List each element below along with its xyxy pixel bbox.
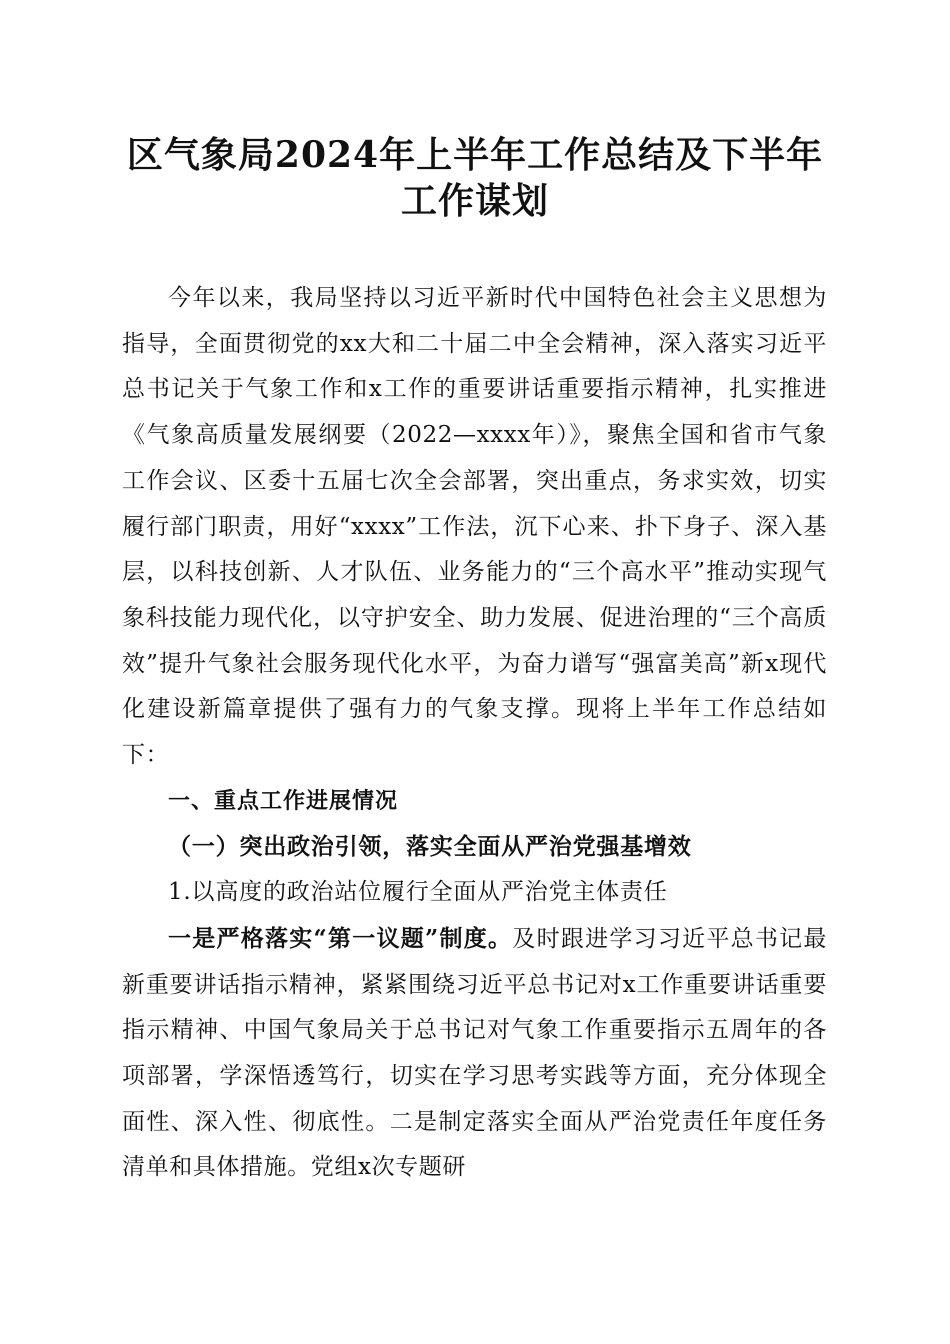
document-title: 区气象局2024年上半年工作总结及下半年工作谋划 xyxy=(126,134,824,222)
item-heading-1: 1.以高度的政治站位履行全面从严治党主体责任 xyxy=(168,879,668,906)
item-1-lead: 一是严格落实“第一议题”制度。 xyxy=(168,924,513,952)
section-heading-1: 一、重点工作进展情况 xyxy=(168,788,399,814)
item-1-paragraph xyxy=(122,916,827,1191)
intro-paragraph: 今年以来，我局坚持以习近平新时代中国特色社会主义思想为指导，全面贯彻党的xx大和二十届二中全会精神，深入落实习近平总书记关于气象工作和x工作的重要讲话重要指示精神，扎实推进《气象高质量发展纲要（2022—xxxx年）》，聚焦全国和省市气象工作会议、区委十五届七次全会部署，突出重点，务求实效，切实履行部门职责，用好“xxxx”工作法，沉下心来、扑下身子、深入基层，以科技创新、人才队伍、业务能力的“三个高水平”推动实现气象科技能力现代化，以守护安全、助力发展、促进治理的“三个高质效”提升气象社会服务现代化水平，为奋力谱写“强富美高”新x现代化建设新篇章提供了强有力的气象支撑。现将上半年工作总结如下： xyxy=(122,285,827,769)
subsection-heading-1: （一）突出政治引领，落实全面从严治党强基增效 xyxy=(168,833,692,861)
document-body xyxy=(122,276,827,1191)
item-1-body: 及时跟进学习习近平总书记最新重要讲话指示精神，紧紧围绕习近平总书记对x工作重要讲话重要指示精神、中国气象局关于总书记对气象工作重要指示五周年的各项部署，学深悟透笃行，切实在学习思考实践等方面，充分体现全面性、深入性、彻底性。二是制定落实全面从严治党责任年度任务清单和具体措施。党组x次专题研 xyxy=(122,925,827,1181)
